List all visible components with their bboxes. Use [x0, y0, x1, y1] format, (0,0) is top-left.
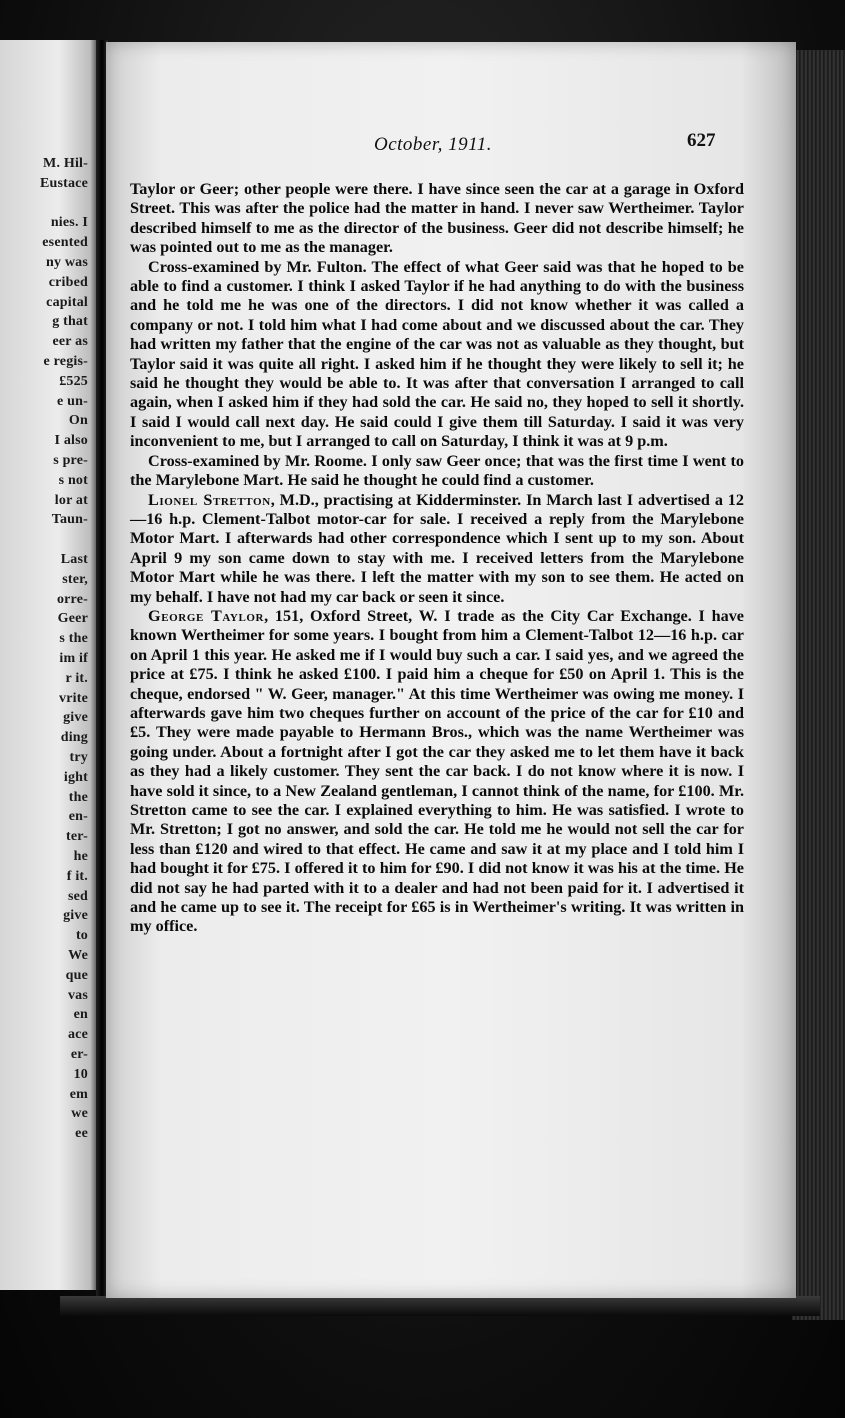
left-page-fragment: capital	[46, 294, 88, 310]
witness-name: George Taylor	[148, 606, 265, 625]
left-page-fragment: sed	[67, 888, 88, 904]
left-page-fragment: er-	[70, 1047, 88, 1062]
left-page-fragment: lor at	[54, 492, 88, 508]
left-page-fragment: Taun-	[51, 512, 88, 528]
left-page-fragment: que	[65, 967, 88, 983]
left-page-fragment: ny was	[45, 255, 88, 270]
right-page	[106, 42, 796, 1298]
left-page-fragment: s not	[58, 472, 88, 488]
left-page-fragment: ight	[63, 769, 88, 785]
left-page-fragment: s pre-	[53, 453, 88, 468]
page-header	[106, 130, 796, 164]
paragraph-1: Taylor or Geer; other people were there. I have since seen the car at a garage in Oxford Street. This was after the police had the matter in hand. I never saw Wertheimer. Taylor described himself to me as the director of the business. Geer did not describe himself; he was pointed out to me as the manager.	[130, 180, 744, 257]
left-page-fragment: Last	[60, 552, 88, 567]
left-page-fragment: to	[75, 928, 88, 944]
witness-name: Lionel Stretton	[148, 490, 271, 509]
left-page-fragment: orre-	[56, 591, 88, 607]
left-page-fragment: r it.	[65, 670, 88, 686]
left-page-fragment: the	[68, 789, 88, 805]
left-page-fragment: im if	[59, 651, 88, 666]
witness-testimony: , 151, Oxford Street, W. I trade as the City Car Exchange. I have known Wertheimer for some years. I bought from him a Clement-Talbot 12—16 h.p. car on April 1 this year. He asked me if I would buy such a car. I said yes, and we agreed the price at £75. I think he asked £100. I paid him a cheque for £50 on April 1. This is the cheque, endorsed " W. Geer, manager." At this time Wertheimer was owing me money. I afterwards gave him two cheques further on account of the price of the car for £10 and £5. They were made payable to Hermann Bros., which was the name Wertheimer was going under. About a fortnight after I got the car they asked me to let them have it back as they had a likely customer. They sent the car back. I do not know where it is now. I have sold it since, to a New Zealand gentleman, I cannot think of the name, for £100. Mr. Stretton came to see the car. I explained everything to him. He was satisfied. I wrote to Mr. Stretton; I got no answer, and sold the car. He told me he would not sell the car for less than £120 and wired to that effect. He came and saw it at my place and I told him I had bought it for £75. I offered it to him for £90. I did not know it was his at the time. He did not say he had parted with it to a dealer and had not been paid for it. I advertised it and he came up to see it. The receipt for £65 is in Wertheimer's writing. It was written in my office.	[130, 606, 744, 936]
left-page-fragment: en-	[68, 809, 88, 825]
left-page-fragment: vas	[67, 987, 88, 1003]
book-bottom-edge	[60, 1296, 820, 1316]
page-number: 627	[687, 130, 716, 151]
paragraph-cross-examined-roome: Cross-examined by Mr. Roome. I only saw Geer once; that was the first time I went to the Marylebone Mart. He said he thought he could find a customer.	[130, 451, 744, 490]
paragraph-lionel-stretton	[130, 491, 744, 607]
left-page-fragment: ster,	[62, 571, 88, 587]
left-page-fragment: 10	[73, 1066, 88, 1082]
left-page-fragment: e un-	[57, 393, 88, 409]
left-page-fragment: On	[68, 413, 88, 429]
left-page-fragment: M. Hil-	[43, 156, 88, 171]
left-page-fragment: We	[68, 948, 88, 963]
left-page-fragment: give	[63, 710, 88, 726]
left-page-fragment: ter-	[65, 829, 88, 845]
paragraph-george-taylor	[130, 607, 744, 937]
left-page-fragment: ee	[75, 1126, 88, 1142]
left-page-fragment: en	[73, 1007, 88, 1023]
left-page-fragment: ding	[60, 730, 88, 746]
witness-testimony: , M.D., practising at Kidderminster. In March last I advertised a 12—16 h.p. Clement-Talbot motor-car for sale. I received a reply from the Marylebone Motor Mart. I afterwards had other correspondence which I sent up to my son. About April 9 my son came down to stay with me. I received letters from the Marylebone Motor Mart while he was there. I left the matter with my son to see them. He acted on my behalf. I have not had my car back or seen it since.	[130, 490, 744, 606]
left-page-fragment: eer as	[52, 334, 88, 350]
left-page-fragment: we	[71, 1106, 88, 1122]
left-page-fragment: I also	[54, 433, 88, 449]
left-page-fragment: f it.	[66, 868, 88, 884]
left-page-fragment: cribed	[48, 274, 88, 290]
left-page-fragment: he	[73, 849, 88, 864]
paragraph-cross-examined-fulton: Cross-examined by Mr. Fulton. The effect of what Geer said was that he hoped to be able to find a customer. I think I asked Taylor if he had anything to do with the business and he told me he was one of the directors. I did not know whether it was called a company or not. I told him what I had come about and we discussed about the car. They had written my father that the engine of the car was not as valuable as they thought, but Taylor said it was quite all right. I asked him if he thought they were likely to sell it; he said he thought they would be able to. It was after that conversation I arranged to call again, when I asked him if they had sold the car. He said no, they hoped to sell it shortly. I said I would call next day. He said could I give them till Saturday. I said it was very inconvenient to me, but I arranged to call on Saturday, I think it was at 9 p.m.	[130, 257, 744, 451]
left-page-fragment: Geer	[57, 611, 88, 627]
left-page-fragment: e regis-	[43, 354, 88, 369]
left-page-fragment: Eustace	[39, 175, 88, 191]
left-page-fragment: give	[63, 908, 88, 924]
body-text	[130, 180, 744, 937]
running-head: October, 1911.	[374, 134, 492, 155]
left-page-fragment: g that	[52, 314, 88, 330]
left-page-fragment: £525	[59, 373, 88, 389]
left-page-fragment: try	[69, 750, 88, 765]
page-edges	[792, 50, 845, 1320]
left-page-fragment: em	[69, 1086, 88, 1102]
left-page-fragment: ace	[67, 1027, 88, 1043]
left-page-edge	[0, 40, 98, 1290]
left-page-fragment: s the	[59, 631, 88, 647]
left-page-fragment: nies. I	[50, 215, 88, 231]
left-page-fragment: esented	[42, 235, 88, 251]
left-page-fragment: vrite	[59, 690, 88, 706]
